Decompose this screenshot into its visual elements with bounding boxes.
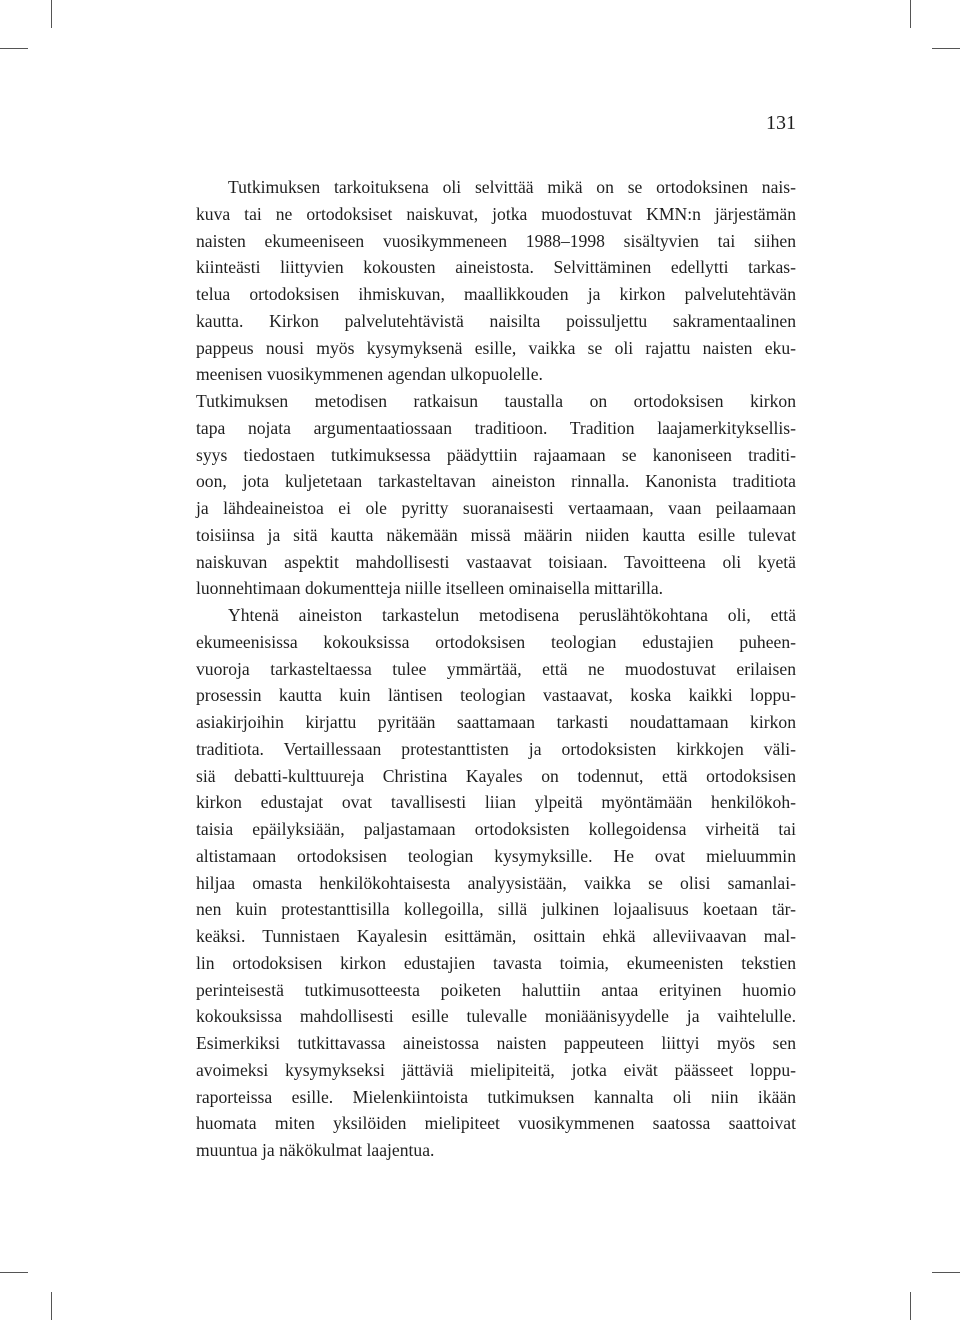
crop-mark-top-left-v	[51, 0, 52, 28]
text-line: kiinteästi liittyvien kokousten aineistosta. Selvittäminen edellytti tarkas-	[196, 257, 796, 278]
text-line: perinteisestä tutkimusotteesta poiketen haluttiin antaa erityinen huomio	[196, 979, 796, 1000]
body-text	[196, 174, 796, 1164]
text-line: muuntua ja näkökulmat laajentua.	[196, 1140, 435, 1160]
text-line: meenisen vuosikymmenen agendan ulkopuolelle.	[196, 364, 543, 385]
text-line: kirkon edustajat ovat tavallisesti liian ylpeitä myöntämään henkilökoh-	[196, 792, 796, 813]
crop-mark-bottom-left-h	[0, 1272, 28, 1273]
text-line: Yhtenä aineiston tarkastelun metodisena peruslähtökohtana oli, että	[228, 605, 796, 625]
text-line: traditiota. Vertaillessaan protestanttisten ja ortodoksisten kirkkojen väli-	[196, 738, 796, 759]
text-line: Esimerkiksi tutkittavassa aineistossa naisten pappeuteen liittyi myös sen	[196, 1033, 796, 1053]
text-line: prosessin kautta kuin läntisen teologian vastaavat, koska kaikki loppu-	[196, 685, 796, 706]
text-line: siä debatti-kulttuureja Christina Kayales on todennut, että ortodoksisen	[196, 765, 796, 786]
crop-mark-bottom-left-v	[51, 1292, 52, 1320]
paragraph-3	[196, 602, 796, 1164]
text-line: toisiinsa ja sitä kautta näkemään missä määrin niiden kautta esille tulevat	[196, 524, 796, 545]
text-line: raporteissa esille. Mielenkiintoista tutkimuksen kannalta oli niin ikään	[196, 1086, 796, 1107]
text-line: naisten ekumeeniseen vuosikymmeneen 1988–1998 sisältyvien tai siihen	[196, 230, 796, 251]
text-line: syys tiedostaen tutkimuksessa päädyttiin rajaamaan se kanoniseen traditi-	[196, 444, 796, 465]
text-line: kokouksissa mahdollisesti esille tulevalle moniäänisyydelle ja vaihtelulle.	[196, 1006, 796, 1027]
text-line: kuva tai ne ortodoksiset naiskuvat, jotka muodostuvat KMN:n järjestämän	[196, 203, 796, 224]
text-line: tapa nojata argumentaatiossaan traditioon. Tradition laajamerkityksellis-	[196, 417, 796, 438]
text-line: luonnehtimaan dokumentteja niille itselleen ominaisella mittarilla.	[196, 578, 664, 599]
paragraph-2	[196, 388, 796, 602]
page-number: 131	[766, 112, 796, 134]
text-line: vuoroja tarkasteltaessa tulee ymmärtää, että ne muodostuvat erilaisen	[196, 658, 796, 679]
crop-mark-top-right-v	[910, 0, 911, 28]
text-line: ekumeenisissa kokouksissa ortodoksisen teologian edustajien puheen-	[196, 631, 796, 652]
text-line: Tutkimuksen tarkoituksena oli selvittää mikä on se ortodoksinen nais-	[228, 177, 796, 197]
text-line: altistamaan ortodoksisen teologian kysymyksille. He ovat mieluummin	[196, 845, 796, 866]
text-line: kautta. Kirkon palvelutehtävistä naisilta poissuljettu sakramentaalinen	[196, 310, 796, 331]
crop-mark-top-right-h	[932, 48, 960, 49]
text-line: naiskuvan aspektit mahdollisesti vastaavat toisiaan. Tavoitteena oli kyetä	[196, 551, 796, 572]
text-line: keäksi. Tunnistaen Kayalesin esittämän, osittain ehkä alleviivaavan mal-	[196, 926, 796, 946]
text-line: pappeus nousi myös kysymyksenä esille, vaikka se oli rajattu naisten eku-	[196, 337, 796, 358]
text-line: hiljaa omasta henkilökohtaisesta analyysistään, vaikka se olisi samanlai-	[196, 872, 796, 893]
text-line: avoimeksi kysymykseksi jättäviä mielipiteitä, jotka eivät päässeet loppu-	[196, 1059, 796, 1080]
text-line: telua ortodoksisen ihmiskuvan, maallikkouden ja kirkon palvelutehtävän	[196, 284, 796, 304]
text-line: huomata miten yksilöiden mielipiteet vuosikymmenen saatossa saattoivat	[196, 1113, 796, 1134]
text-line: taisia epäilyksiään, paljastamaan ortodoksisten kollegoidensa virheitä tai	[196, 819, 796, 839]
text-line: oon, jota kuljetetaan tarkasteltavan aineiston rinnalla. Kanonista traditiota	[196, 471, 796, 492]
text-line: ja lähdeaineistoa ei ole pyritty suoranaisesti vertaamaan, vaan peilaamaan	[196, 498, 796, 518]
paragraph-1	[196, 174, 796, 388]
crop-mark-top-left-h	[0, 48, 28, 49]
crop-mark-bottom-right-h	[932, 1272, 960, 1273]
crop-mark-bottom-right-v	[910, 1292, 911, 1320]
text-line: lin ortodoksisen kirkon edustajien tavasta toimia, ekumeenisten tekstien	[196, 952, 796, 973]
text-line: asiakirjoihin kirjattu pyritään saattamaan tarkasti noudattamaan kirkon	[196, 712, 796, 732]
text-line: nen kuin protestanttisilla kollegoilla, sillä julkinen lojaalisuus koetaan tär-	[196, 899, 796, 920]
text-line: Tutkimuksen metodisen ratkaisun taustalla on ortodoksisen kirkon	[196, 391, 796, 411]
